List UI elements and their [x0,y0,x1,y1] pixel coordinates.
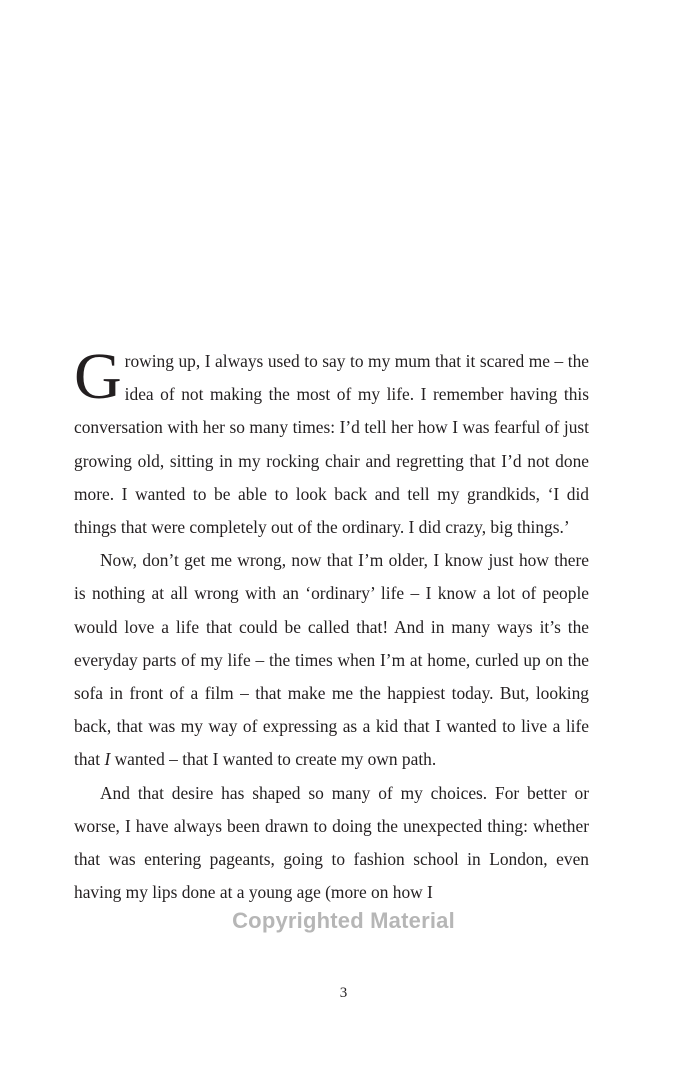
paragraph-2-text-part1: Now, don’t get me wrong, now that I’m older, I know just how there is nothing at all wrong with an ‘ordinary’ life – I know a lot of people would love a life that could be called that! And in many ways it’s the everyday parts of my life – the times when I’m at home, curled up on the sofa in front of a film – that make me the happiest today. But, looking back, that was my way of expressing as a kid that I wanted to live a life that [74,550,589,770]
paragraph-3-text: And that desire has shaped so many of my choices. For better or worse, I have always been drawn to doing the unexpected thing: whether that was entering pageants, going to fashion school in London, even having my lips done at a young age (more on how I [74,782,589,903]
body-text-column [74,340,589,909]
paragraph-3 [74,777,589,910]
paragraph-1 [74,340,589,544]
page-number: 3 [339,985,348,1001]
copyright-watermark: Copyrighted Material [232,908,455,933]
drop-cap-letter: G [74,340,122,413]
paragraph-2 [74,544,589,776]
paragraph-2-text-part2: wanted – that I wanted to create my own path. [110,749,437,770]
paragraph-2-emphasis: I [104,749,111,770]
paragraph-1-text: rowing up, I always used to say to my mum that it scared me – the idea of not making the most of my life. I remember having this conversation with her so many times: I’d tell her how I was fearful of just growing old, sitting in my rocking chair and regretting that I’d not done more. I wanted to be able to look back and tell my grandkids, ‘I did things that were completely out of the ordinary. I did crazy, big things.’ [74,351,589,538]
